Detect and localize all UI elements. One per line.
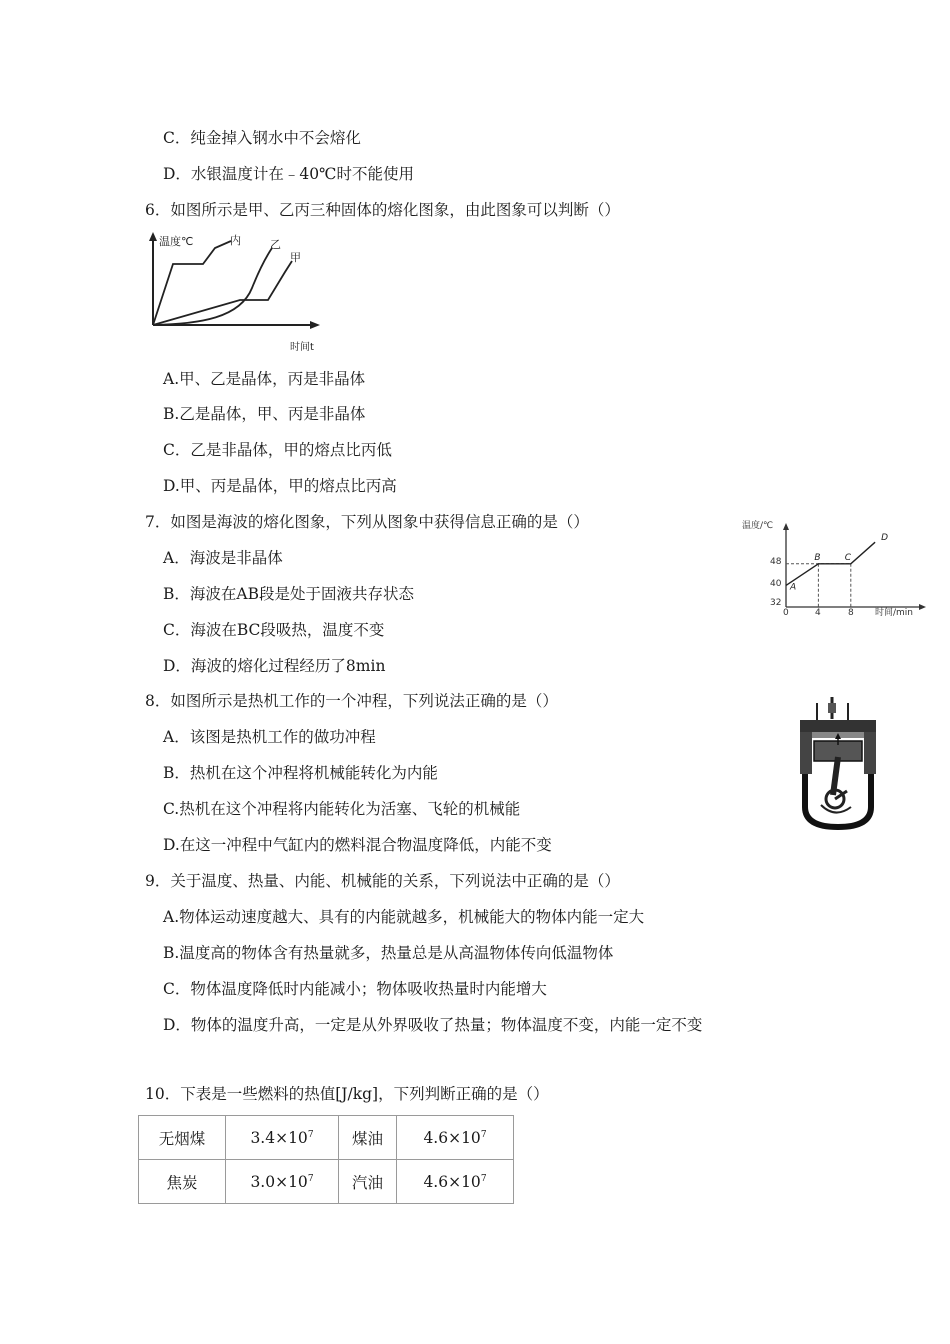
q7-ytick-48: 48 bbox=[770, 557, 782, 567]
q8-option-a: A．该图是热机工作的做功冲程 bbox=[163, 728, 376, 746]
q7-series-line bbox=[786, 542, 875, 585]
q7-xtick-8: 8 bbox=[848, 608, 854, 618]
table-cell: 无烟煤 bbox=[139, 1116, 226, 1160]
q7-ytick-32: 32 bbox=[770, 598, 782, 608]
q7-xtick-4: 4 bbox=[815, 608, 821, 618]
q9-option-d: D．物体的温度升高，一定是从外界吸收了热量；物体温度不变，内能一定不变 bbox=[163, 1016, 703, 1034]
q8-option-c: C.热机在这个冲程将内能转化为活塞、飞轮的机械能 bbox=[163, 800, 521, 818]
q9-option-c: C．物体温度降低时内能减小；物体吸收热量时内能增大 bbox=[163, 980, 547, 998]
q7-point-label-b: B bbox=[814, 552, 821, 563]
q7-xlabel: 时间/min bbox=[875, 608, 914, 618]
fuel-heat-value-table bbox=[138, 1115, 514, 1204]
q9-option-a: A.物体运动速度越大、具有的内能就越多，机械能大的物体内能一定大 bbox=[163, 908, 645, 926]
q7-option-a: A．海波是非晶体 bbox=[163, 549, 283, 567]
table-cell: $4.6\times 10^7$ bbox=[397, 1160, 514, 1204]
table-row bbox=[139, 1116, 514, 1160]
q6-label-bing: 内 bbox=[230, 234, 241, 247]
table-cell: 煤油 bbox=[339, 1116, 397, 1160]
q8-option-d: D.在这一冲程中气缸内的燃料混合物温度降低，内能不变 bbox=[163, 836, 552, 854]
q6-melting-graph bbox=[140, 228, 340, 353]
q7-option-c: C．海波在BC段吸热，温度不变 bbox=[163, 621, 385, 639]
q7-ytick-40: 40 bbox=[770, 579, 782, 589]
table-row bbox=[139, 1160, 514, 1204]
q7-point-label-d: D bbox=[881, 533, 889, 544]
q7-option-b: B．海波在AB段是处于固液共存状态 bbox=[163, 585, 414, 603]
q5-option-d: D．水银温度计在﹣40℃时不能使用 bbox=[163, 165, 414, 183]
q7-option-d: D．海波的熔化过程经历了8min bbox=[163, 657, 386, 675]
q7-ylabel: 温度/℃ bbox=[742, 521, 774, 531]
q6-stem: 6．如图所示是甲、乙丙三种固体的熔化图象，由此图象可以判断（） bbox=[145, 201, 620, 219]
table-cell: $3.4\times 10^7$ bbox=[226, 1116, 339, 1160]
q5-option-c: C．纯金掉入钢水中不会熔化 bbox=[163, 129, 361, 147]
table-cell: 焦炭 bbox=[139, 1160, 226, 1204]
q7-point-label-a: A bbox=[790, 582, 797, 593]
q8-stem: 8．如图所示是热机工作的一个冲程，下列说法正确的是（） bbox=[145, 692, 558, 710]
table-cell: $3.0\times 10^7$ bbox=[226, 1160, 339, 1204]
crankcase bbox=[805, 774, 871, 827]
q6-label-yi: 乙 bbox=[270, 238, 281, 251]
q6-option-a: A.甲、乙是晶体，丙是非晶体 bbox=[163, 370, 366, 388]
q10-stem: 10．下表是一些燃料的热值[J/kg]，下列判断正确的是（） bbox=[145, 1085, 549, 1103]
heat-engine-stroke-figure bbox=[795, 695, 905, 830]
q7-point-label-c: C bbox=[844, 552, 852, 563]
q6-ylabel: 温度℃ bbox=[159, 235, 194, 248]
q9-option-b: B.温度高的物体含有热量就多，热量总是从高温物体传向低温物体 bbox=[163, 944, 614, 962]
q9-stem: 9．关于温度、热量、内能、机械能的关系，下列说法中正确的是（） bbox=[145, 872, 620, 890]
q7-stem: 7．如图是海波的熔化图象，下列从图象中获得信息正确的是（） bbox=[145, 513, 589, 531]
q6-xlabel: 时间t bbox=[290, 342, 314, 353]
table-cell: $4.6\times 10^7$ bbox=[397, 1116, 514, 1160]
q6-option-c: C．乙是非晶体，甲的熔点比丙低 bbox=[163, 441, 392, 459]
q7-haibo-melting-chart bbox=[738, 515, 938, 620]
table-cell: 汽油 bbox=[339, 1160, 397, 1204]
q8-option-b: B．热机在这个冲程将机械能转化为内能 bbox=[163, 764, 438, 782]
q7-xtick-0: 0 bbox=[783, 608, 789, 618]
q6-option-d: D.甲、丙是晶体，甲的熔点比丙高 bbox=[163, 477, 397, 495]
q6-label-jia: 甲 bbox=[290, 251, 301, 264]
q6-option-b: B.乙是晶体，甲、丙是非晶体 bbox=[163, 405, 366, 423]
